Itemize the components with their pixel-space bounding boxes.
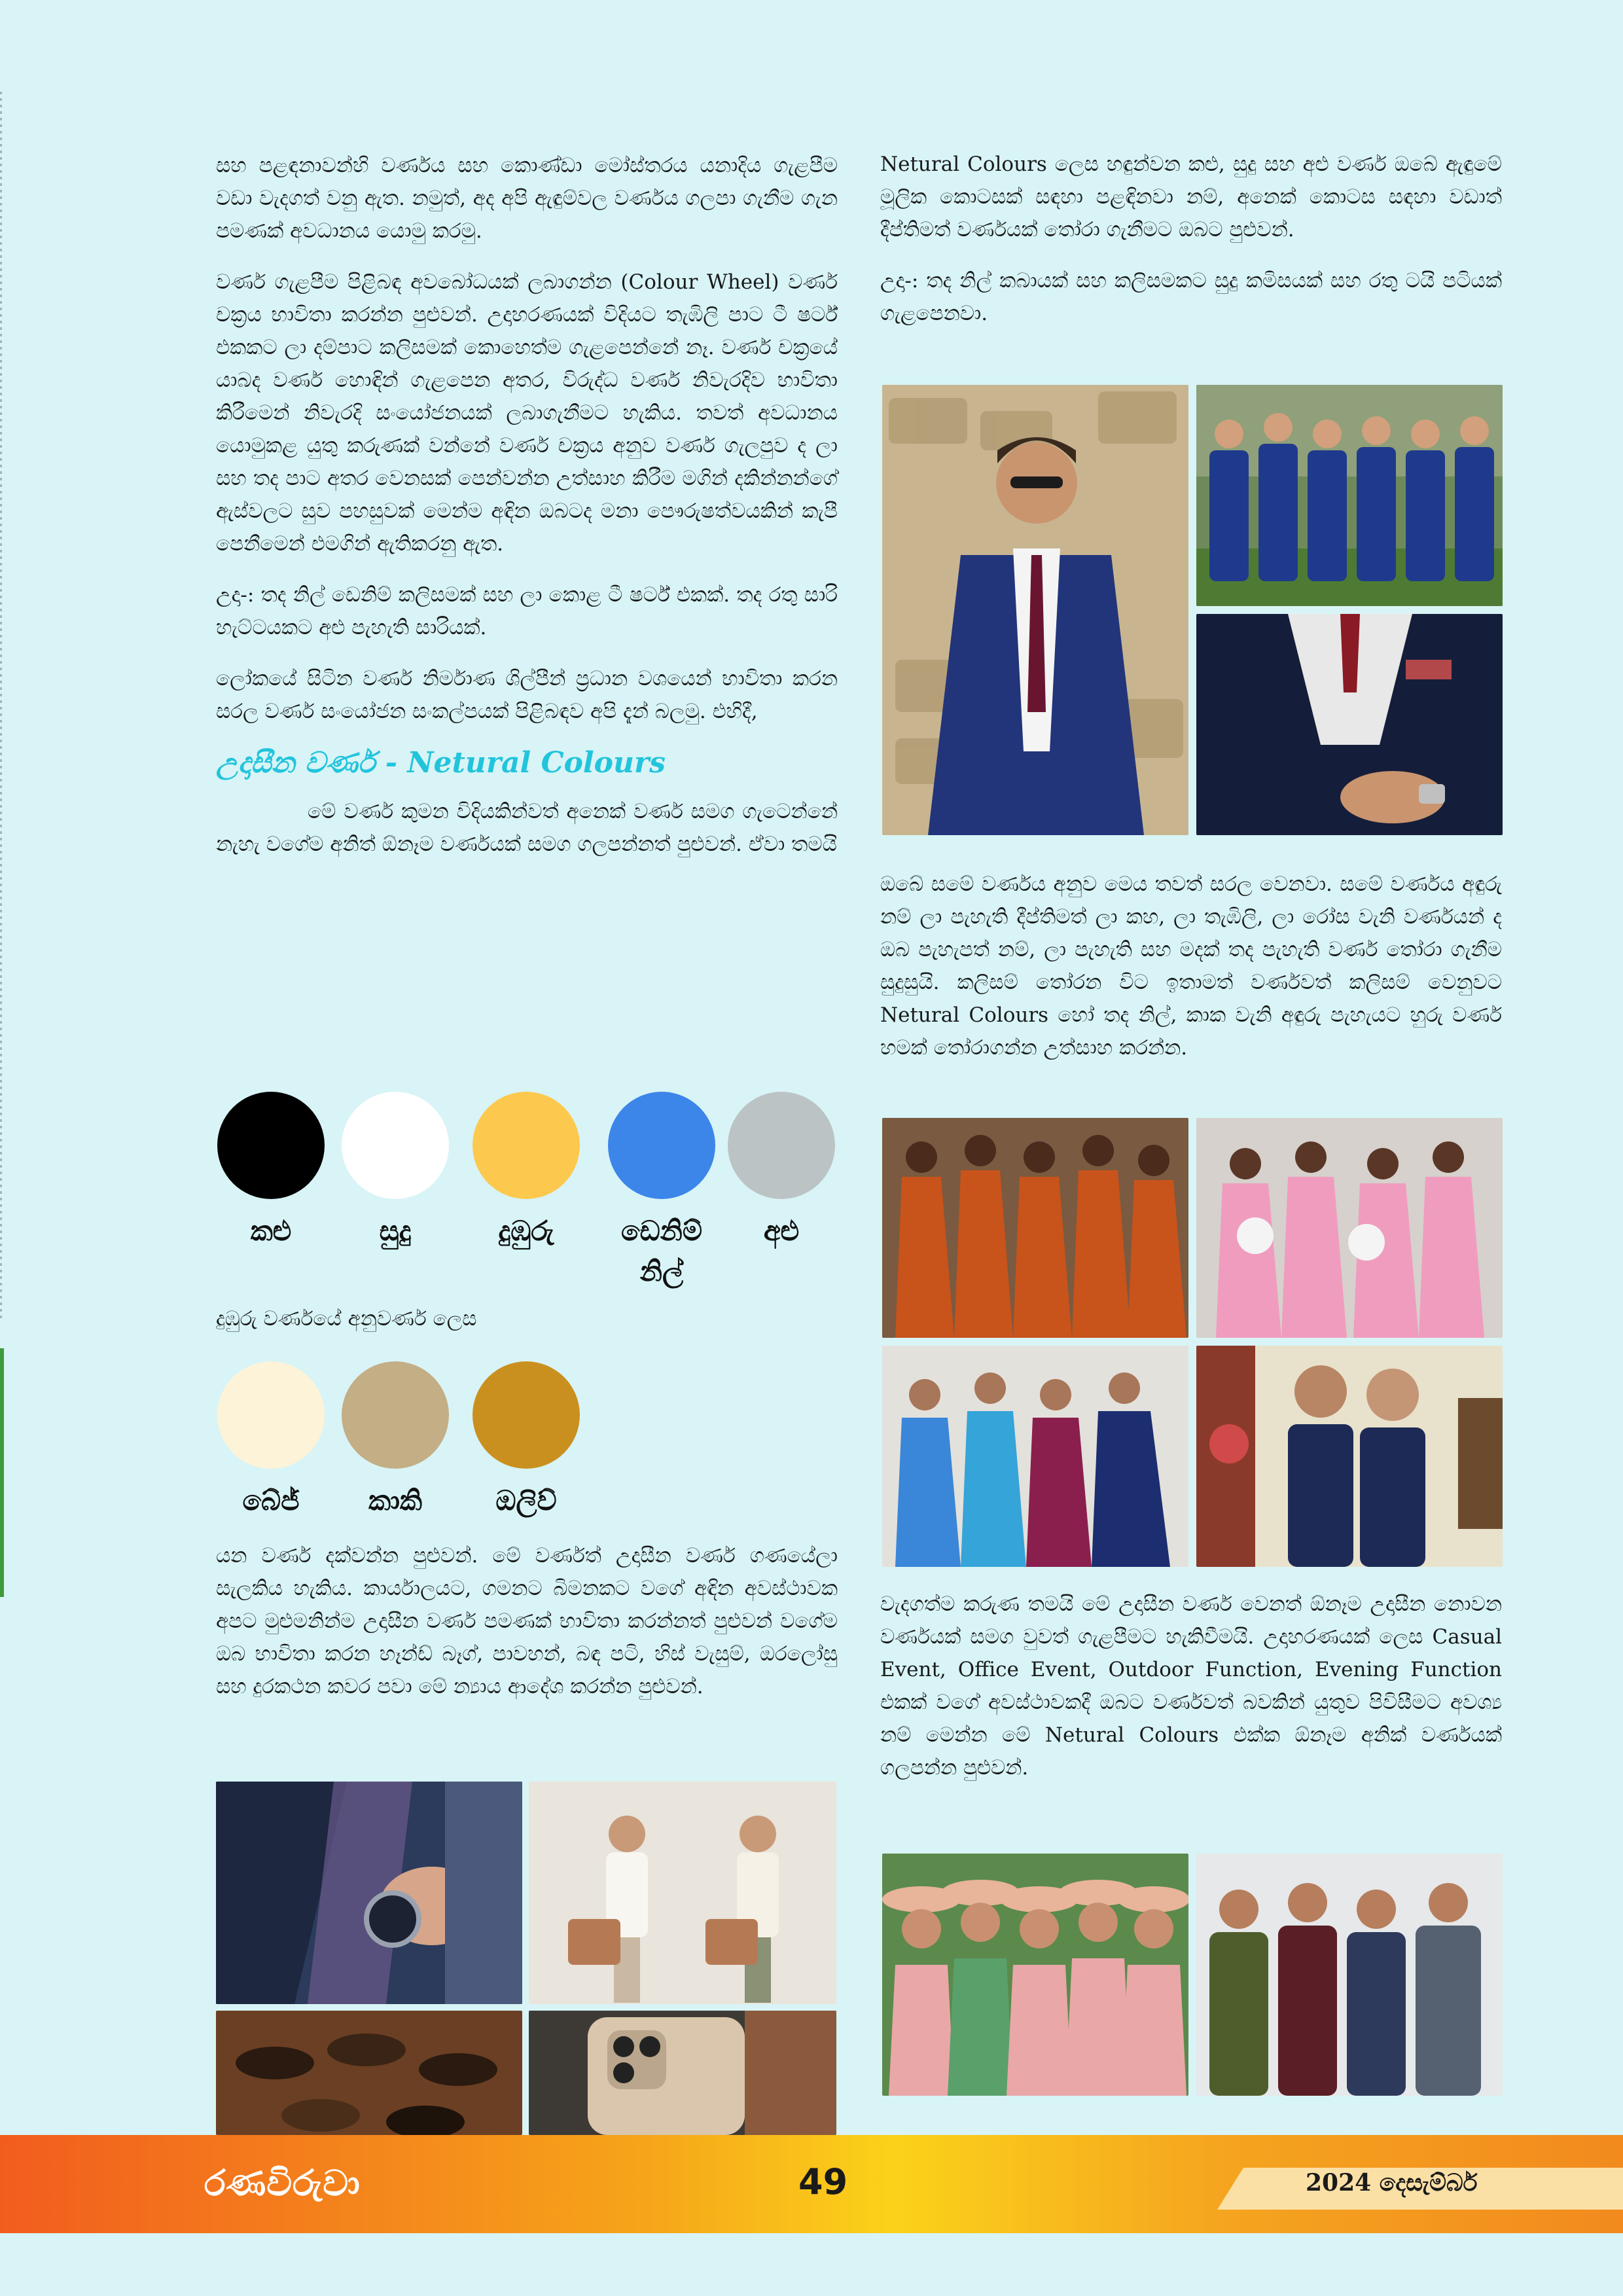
swatch-olive	[473, 1361, 580, 1521]
left-paragraph-6: දුඹුරු වර්ණයේ අනුවර්ණ ලෙස	[216, 1307, 477, 1331]
swatch-label: සුදු	[379, 1215, 412, 1247]
photo-watch-suit	[216, 1782, 522, 2004]
swatch-denim-blue	[599, 1092, 724, 1292]
photo-office-group	[1196, 1854, 1503, 2096]
swatch-circle	[728, 1092, 835, 1199]
swatch-brown	[473, 1092, 580, 1251]
swatch-circle	[217, 1361, 325, 1469]
swatch-black	[217, 1092, 325, 1251]
photo-bridesmaids-orange	[882, 1118, 1188, 1338]
photo-man-blue-suit	[882, 385, 1188, 835]
photo-illustration	[1196, 385, 1503, 606]
right-paragraph-1: Netural Colours ලෙස හඳුන්වන කළු, සුදු සහ අළු වර්ණ ඔබේ ඇඳුමේ මූලික කොටසක් සඳහා පළඳිනවා නම්, අනෙක් කොටස සඳහා වඩාත් දීප්තිමත් වර්ණයක් තෝරා ගැනීමට ඔබට පුළුවන්.	[880, 152, 1502, 242]
swatch-label: ඔලිව්	[495, 1484, 557, 1516]
photo-bridesmaids-pink	[1196, 1118, 1503, 1338]
page-edge-marks	[0, 92, 2, 1322]
left-paragraph-7: යන වර්ණ දක්වන්න පුළුවන්. මේ වර්ණත් උදාසීන වර්ණ ගණයේලා සැලකිය හැකිය. කාර්යාලයට, ගමනට බිමනකට වගේ අඳින අවස්ථාවක අපට මුළුමනින්ම උදාසීන වර්ණ පමණක් භාවිතා කරන්නත් පුළුවන් වගේම ඔබ භාවිතා කරන හෑන්ඩ් බෑග්, පාවහන්, බඳ පටි, හිස් වැසුම්, ඔරලෝසු සහ දුරකථන කවර පවා මේ න්‍යාය ආදේශ කරන්න පුළුවන්.	[216, 1544, 838, 1698]
photo-illustration	[216, 1782, 522, 2004]
swatch-circle	[608, 1092, 715, 1199]
left-paragraph-5: මේ වර්ණ කුමන විදියකින්වත් අනෙක් වර්ණ සමග ගැටෙන්නේ නැහැ වගේම අනිත් ඕනෑම වර්ණයක් සමග ගලපන්නත් පුළුවන්. ඒවා තමයි	[216, 800, 838, 856]
swatch-label: කාකි	[368, 1484, 423, 1516]
right-paragraph-2: උදා-: තද නිල් කබායක් සහ කලිසමකට සුදු කමිසයක් සහ රතු ටයි පටියක් ගැළපෙනවා.	[880, 269, 1502, 325]
swatch-circle	[342, 1361, 449, 1469]
photo-group-groomsmen	[1196, 385, 1503, 606]
issue-date: 2024 දෙසැම්බර්	[1306, 2169, 1478, 2197]
photo-couple-navy	[1196, 1346, 1503, 1567]
photo-illustration	[1196, 614, 1503, 835]
right-paragraph-3: ඔබේ සමේ වර්ණය අනුව මෙය තවත් සරල වෙනවා. සමේ වර්ණය අඳුරු නම් ලා පැහැති දීප්තිමත් ලා කහ, ලා තැඹිලි, ලා රෝස වැනි වර්ණයන් ද ඔබ පැහැපත් නම්, ලා පැහැති සහ මදක් තද පැහැති වර්ණ තෝරා ගැනීම සුදුසුයි. කලිසම් තෝරන විට ඉතාමත් වර්ණවත් කලිසම් වෙනුවට Netural Colours හෝ තද නිල්, කාක වැනි අඳුරු පැහැයට හුරු වර්ණ හමක් තෝරාගන්න උත්සාහ කරන්න.	[880, 872, 1502, 1060]
photo-suit-closeup	[1196, 614, 1503, 835]
section-heading-neutral-colours: උදාසීන වර්ණ - Netural Colours	[216, 746, 666, 780]
swatch-label: බේජ්	[242, 1484, 300, 1516]
page-number: 49	[798, 2161, 848, 2202]
swatch-label: ඩෙනිම් නිල්	[620, 1215, 703, 1287]
left-paragraph-1: සහ පළඳනාවන්හි වර්ණය සහ කොණ්ඩා මෝස්තරය යනාදිය ගැළපීම වඩා වැදගත් වනු ඇත. නමුත්, අද අපි ඇඳුම්වල වර්ණය ගලපා ගැනීම ගැන පමණක් අවධානය යොමු කරමු.	[216, 154, 838, 243]
swatch-grey	[728, 1092, 835, 1251]
photo-illustration	[1196, 1346, 1503, 1567]
photo-illustration	[882, 1854, 1188, 2096]
photo-illustration	[882, 1118, 1188, 1338]
photo-illustration	[882, 385, 1188, 835]
page-edge-tab	[0, 1348, 4, 1597]
left-paragraph-2: වර්ණ ගැළපීම පිළිබඳ අවබෝධයක් ලබාගන්න (Colour Wheel) වර්ණ චක්‍රය භාවිතා කරන්න පුළුවන්. උදාහරණයක් විදියට තැඹිලි පාට ටී ෂර්ට් එකකට ලා දම්පාට කලිසමක් කොහෙත්ම ගැළපෙන්නේ නෑ. වර්ණ චක්‍රයේ යාබද වර්ණ හොඳින් ගැළපෙන අතර, විරුද්ධ වර්ණ නිවැරදිව භාවිතා කිරීමෙන් නිවැරදි සංයෝජනයක් ලබාගැනීමට හැකිය. තවත් අවධානය යොමුකළ යුතු කරුණක් වන්නේ වර්ණ චක්‍රය අනුව වර්ණ ගැලපුව ද ලා සහ තද පාට අතර වෙනසක් පෙන්වන්න උත්සාහ කිරීම මගින් දකින්නන්ගේ ඇස්වලට සුව පහසුවක් මෙන්ම අඳින ඔබටද මනා පෞරුෂත්වයකින් කැපී පෙනීමෙන් එමගින් ඇතිකරනු ඇත.	[216, 270, 838, 556]
swatch-beige	[217, 1361, 325, 1521]
magazine-brand: රණවිරුවා	[204, 2162, 361, 2204]
swatch-label: දුඹුරු	[498, 1215, 554, 1247]
swatch-khaki	[342, 1361, 449, 1521]
photo-phone-case	[529, 2011, 836, 2135]
photo-illustration	[1196, 1854, 1503, 2096]
left-paragraph-3: උදා-: තද නිල් ඩෙනිම් කලිසමක් සහ ලා කොළ ටී ෂර්ට් එකක්. තද රතු සාරි හැට්ටයකට අළු පැහැති සාරියක්.	[216, 583, 838, 639]
swatch-circle	[342, 1092, 449, 1199]
page-footer	[0, 2135, 1623, 2233]
photo-women-blue-dresses	[882, 1346, 1188, 1567]
photo-illustration	[529, 1782, 836, 2004]
right-column	[880, 148, 1502, 348]
photo-illustration	[529, 2011, 836, 2135]
right-paragraph-4: වැදගත්ම කරුණ තමයි මේ උදාසීන වර්ණ වෙනත් ඕනෑම උදාසීන නොවන වර්ණයක් සමග වුවත් ගැළපීමට හැකිවීමයි. උදාහරණයක් ලෙස Casual Event, Office Event, Outdoor Function, Evening Function එකක් වගේ අවස්ථාවකදී ඔබට වර්ණවත් බවකින් යුතුව පිවිසීමට අවශ්‍ය නම් මෙන්න මේ Netural Colours එක්ක ඕනෑම අනික් වර්ණයක් ගලපන්න පුළුවන්.	[880, 1592, 1502, 1780]
swatch-label: කළු	[250, 1215, 292, 1247]
photo-illustration	[1196, 1118, 1503, 1338]
swatch-white	[342, 1092, 449, 1251]
photo-illustration	[216, 2011, 522, 2135]
left-paragraph-4: ලෝකයේ සිටින වර්ණ නිර්මාණ ශිල්පීන් ප්‍රධාන වශයෙන් භාවිතා කරන සරල වර්ණ සංයෝජන සංකල්පයක් පිළිබඳව අපි දැන් බලමු. එහිදී,	[216, 667, 838, 723]
photo-women-handbags	[529, 1782, 836, 2004]
swatch-label: අළු	[763, 1215, 800, 1247]
swatch-circle	[217, 1092, 325, 1199]
photo-shoes-circle	[216, 2011, 522, 2135]
photo-women-floral	[882, 1854, 1188, 2096]
left-column	[216, 149, 838, 879]
photo-illustration	[882, 1346, 1188, 1567]
swatch-circle	[473, 1361, 580, 1469]
swatch-circle	[473, 1092, 580, 1199]
